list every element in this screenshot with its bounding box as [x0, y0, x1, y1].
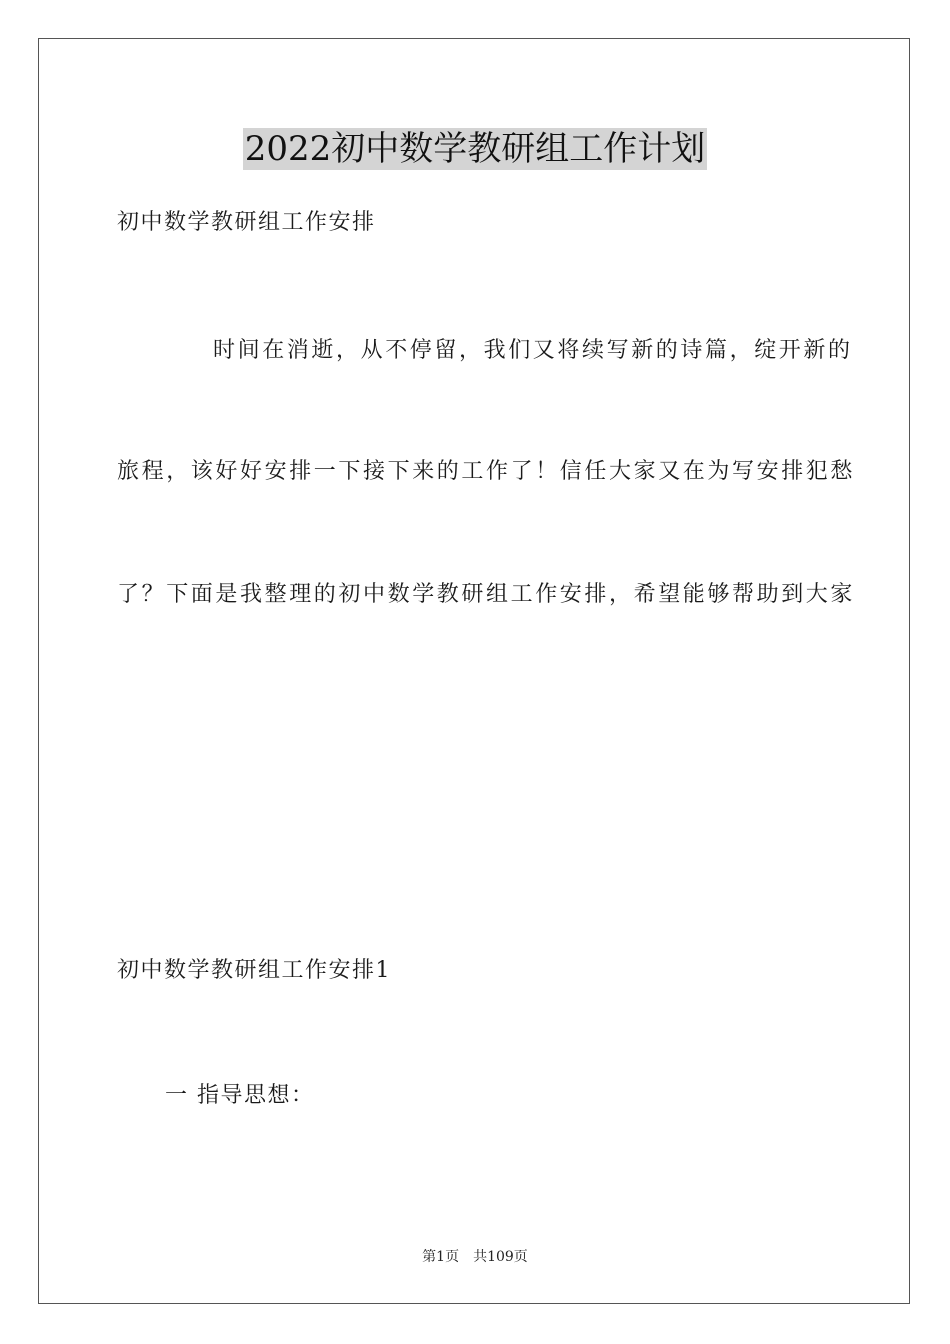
page-footer: 第1页 共109页: [422, 1249, 528, 1265]
document-title: 2022初中数学教研组工作计划: [244, 129, 706, 169]
section-heading: 初中数学教研组工作安排1: [117, 958, 391, 983]
subsection-heading: 一 指导思想：: [165, 1083, 315, 1108]
document-subtitle: 初中数学教研组工作安排: [117, 210, 376, 235]
intro-line-3: 了？下面是我整理的初中数学教研组工作安排，希望能够帮助到大家: [117, 582, 856, 607]
intro-line-1: 时间在消逝，从不停留，我们又将续写新的诗篇，绽开新的: [213, 338, 853, 363]
intro-line-2: 旅程，该好好安排一下接下来的工作了！信任大家又在为写安排犯愁: [117, 459, 856, 484]
title-container: [0, 128, 950, 170]
